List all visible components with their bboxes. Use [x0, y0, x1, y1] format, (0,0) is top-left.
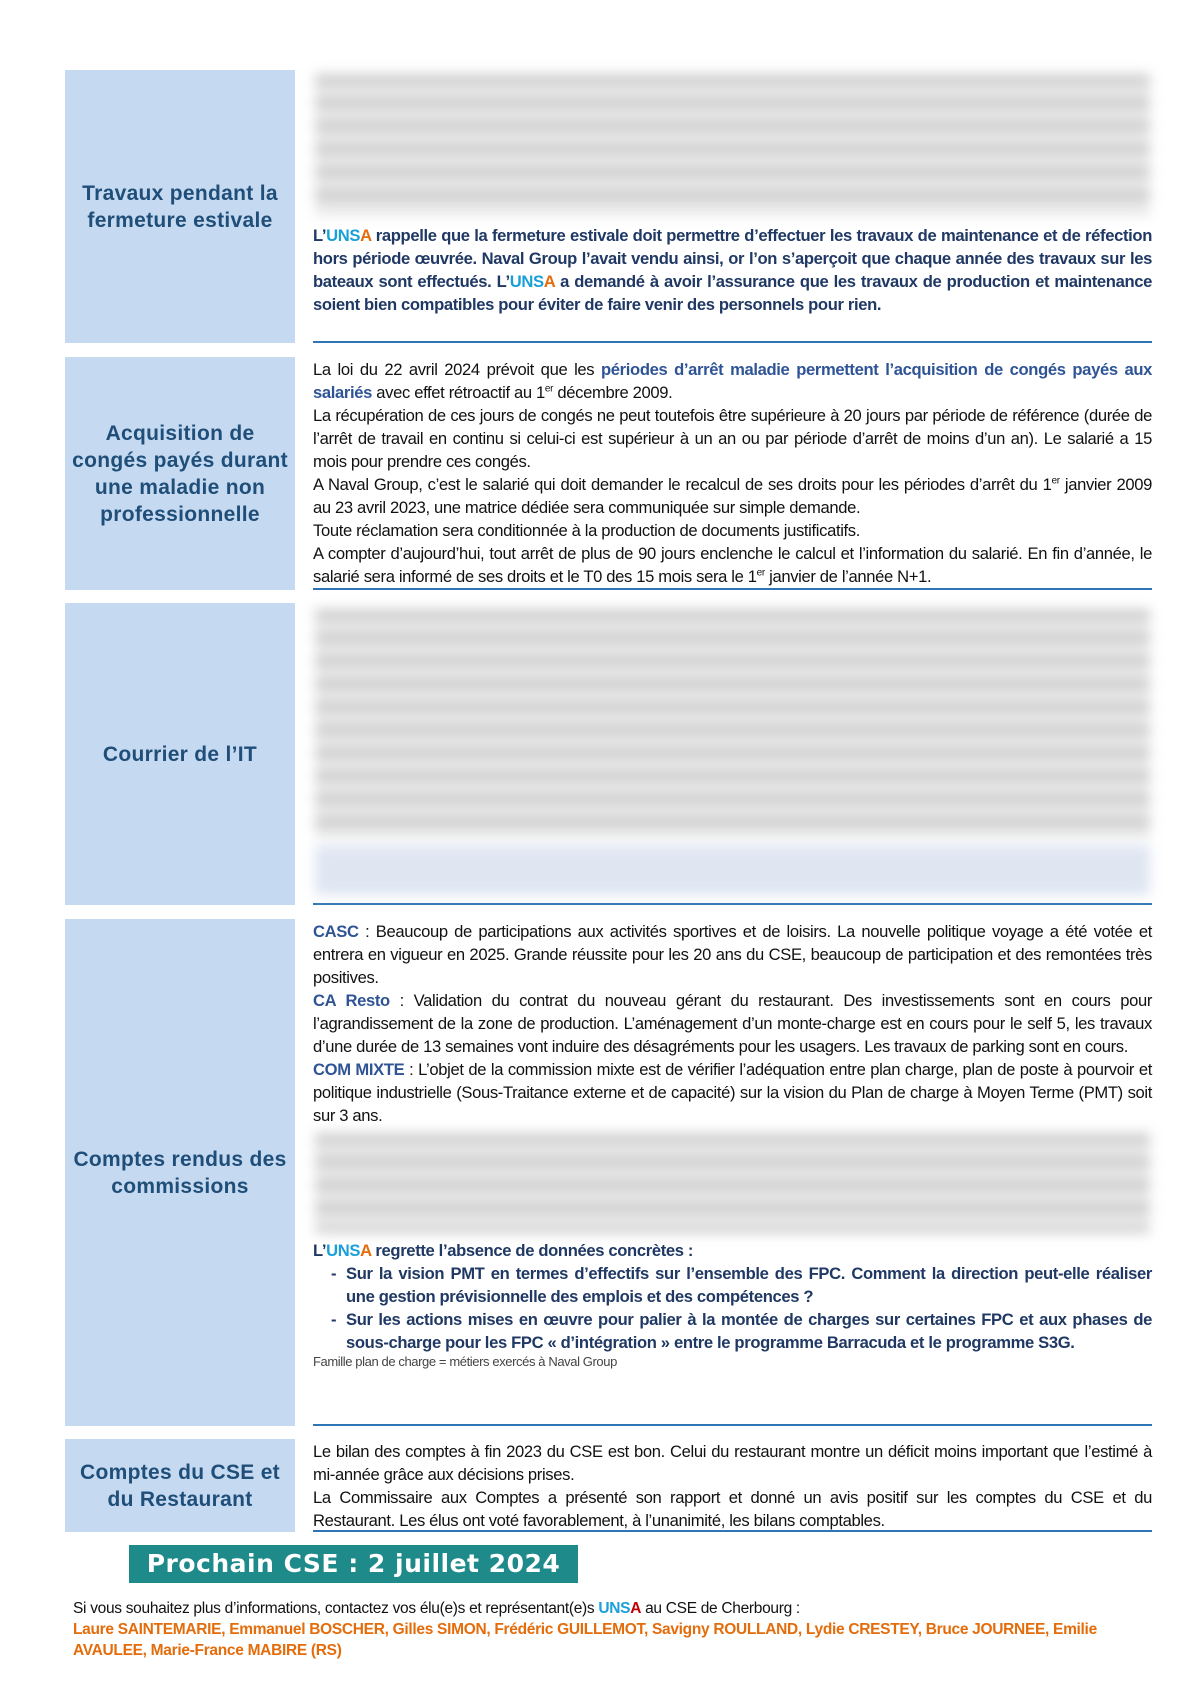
- sup: er: [1051, 475, 1060, 487]
- key: CASC: [313, 922, 359, 941]
- resto-paragraph: [313, 989, 1152, 1058]
- section-commissions: [65, 919, 1152, 1426]
- text: : Validation du contrat du nouveau gérant du restaurant. Des investissements sont en cours pour l’agrandissement de la zone de production. L’aménagement d’un monte-charge est en cours pour le self 5, les travaux d’une durée de 13 semaines vont induire des désagréments pour les usagers. Les travaux de parking sont en cours.: [313, 991, 1153, 1056]
- unsa-logo-text: UNS: [509, 272, 544, 291]
- paragraph: La récupération de ces jours de congés ne peut toutefois être supérieure à 20 jours par période de référence (durée de l’arrêt de travail en continu si celui-ci est supérieur à un an ou par période d’arrêt de moins d’un an). Le salarié a 15 mois pour prendre ces congés.: [313, 406, 1152, 471]
- unsa-logo-text: UNS: [326, 226, 361, 245]
- section-comptes: [65, 1439, 1152, 1532]
- mixte-paragraph: [313, 1058, 1152, 1127]
- next-cse-banner: Prochain CSE : 2 juillet 2024: [129, 1545, 578, 1583]
- paragraph: Le bilan des comptes à fin 2023 du CSE est bon. Celui du restaurant montre un déficit moins important que l’estimé à mi-année grâce aux décisions prises.: [313, 1442, 1152, 1484]
- key: CA Resto: [313, 991, 390, 1010]
- unsa-logo-text: UNS: [598, 1600, 631, 1617]
- paragraph: Toute réclamation sera conditionnée à la production de documents justificatifs.: [313, 521, 861, 540]
- representatives-list: Laure SAINTEMARIE, Emmanuel BOSCHER, Gilles SIMON, Frédéric GUILLEMOT, Savigny ROULLAND, Lydie CRESTEY, Bruce JOURNEE, Emilie AVAULEE, Marie-France MABIRE (RS): [73, 1621, 1097, 1659]
- text: A compter d’aujourd’hui, tout arrêt de plus de 90 jours enclenche le calcul et l’information du salarié. En fin d’année, le salarié sera informé de ses droits et le T0 des 15 mois sera le 1: [313, 544, 1152, 586]
- section-label: Travaux pendant la fermeture estivale: [65, 70, 295, 343]
- unsa-logo-text: A: [360, 1241, 372, 1260]
- section-conges: [65, 357, 1152, 590]
- section-content: [313, 919, 1152, 1426]
- text: janvier 2009 au 23 avril 2023, une matrice dédiée sera communiquée sur simple demande.: [313, 475, 1153, 517]
- text: : Beaucoup de participations aux activités sportives et de loisirs. La nouvelle politique voyage a été votée et entrera en vigueur en 2025. Grande réussite pour les 20 ans du CSE, beaucoup de participation et des remontées très positives.: [313, 922, 1152, 987]
- unsa-logo-text: UNS: [326, 1241, 361, 1260]
- text: A Naval Group, c’est le salarié qui doit demander le recalcul de ses droits pour les périodes d’arrêt du 1: [313, 475, 1052, 494]
- section-content: [313, 357, 1152, 590]
- unsa-logo-text: A: [360, 226, 372, 245]
- blurred-text: [315, 1133, 1150, 1233]
- blurred-text: [315, 609, 1150, 839]
- key: COM MIXTE: [313, 1060, 405, 1079]
- blurred-image: [315, 845, 1150, 895]
- text: avec effet rétroactif au 1: [372, 383, 545, 402]
- section-label: Comptes rendus des commissions: [65, 919, 295, 1426]
- section-content: [313, 70, 1152, 343]
- paragraph: [313, 358, 1152, 404]
- contact-intro: [73, 1598, 1163, 1619]
- contact-footer: [73, 1598, 1163, 1661]
- text: rappelle que la fermeture estivale doit permettre d’effectuer les travaux de maintenance et de réfection hors période œuvrée. Naval Group l’avait vendu ainsi, or l’on s’aperçoit que chaque année des travaux sur les bateaux sont effectués. L’: [313, 226, 1152, 291]
- text: au CSE de Cherbourg :: [641, 1600, 800, 1617]
- text: a demandé à avoir l’assurance que les travaux de production et maintenance soient bien compatibles pour éviter de faire venir des personnels pour rien.: [313, 272, 1152, 314]
- text: janvier de l’année N+1.: [764, 567, 932, 586]
- text: L’: [313, 226, 327, 245]
- text: : L’objet de la commission mixte est de vérifier l’adéquation entre plan charge, plan de poste à pourvoir et politique industrielle (Sous-Traitance externe et de capacité) sur la vision du Plan de charge à Moyen Terme (PMT) soit sur 3 ans.: [313, 1060, 1152, 1125]
- bullet-list: [313, 1262, 1152, 1354]
- unsa-regret: [313, 1239, 1152, 1262]
- paragraph: [313, 473, 1152, 519]
- footnote: Famille plan de charge = métiers exercés à Naval Group: [313, 1354, 617, 1369]
- list-item: - Sur la vision PMT en termes d’effectifs sur l’ensemble des FPC. Comment la direction peut-elle réaliser une gestion prévisionnelle des emplois et des compétences ?: [346, 1262, 1152, 1308]
- text: regrette l’absence de données concrètes :: [371, 1241, 694, 1260]
- unsa-paragraph: [313, 224, 1152, 316]
- casc-paragraph: [313, 920, 1152, 989]
- section-travaux: [65, 70, 1152, 343]
- sup: er: [756, 567, 765, 579]
- paragraph: [313, 542, 1152, 588]
- text: La loi du 22 avril 2024 prévoit que les: [313, 360, 602, 379]
- section-label: Comptes du CSE et du Restaurant: [65, 1439, 295, 1532]
- text: L’: [313, 1241, 327, 1260]
- unsa-logo-text: A: [630, 1600, 642, 1617]
- section-content: [313, 1439, 1152, 1532]
- text: Si vous souhaitez plus d’informations, contactez vos élu(e)s et représentant(e)s: [73, 1600, 599, 1617]
- section-courrier: [65, 603, 1152, 905]
- blurred-text: [315, 74, 1150, 214]
- highlight: périodes d’arrêt maladie permettent l’acquisition de congés payés aux salariés: [313, 360, 1153, 402]
- section-content: [313, 603, 1152, 905]
- list-item: - Sur les actions mises en œuvre pour palier à la montée de charges sur certaines FPC et aux phases de sous-charge pour les FPC « d’intégration » entre le programme Barracuda et le programme S3G.: [346, 1308, 1152, 1354]
- sup: er: [544, 383, 554, 395]
- text: décembre 2009.: [553, 383, 673, 402]
- section-label: Courrier de l’IT: [65, 603, 295, 905]
- section-label: Acquisition de congés payés durant une maladie non professionnelle: [65, 357, 295, 590]
- paragraph: La Commissaire aux Comptes a présenté son rapport et donné un avis positif sur les comptes du CSE et du Restaurant. Les élus ont voté favorablement, à l’unanimité, les bilans comptables.: [313, 1488, 1152, 1530]
- unsa-logo-text: A: [543, 272, 555, 291]
